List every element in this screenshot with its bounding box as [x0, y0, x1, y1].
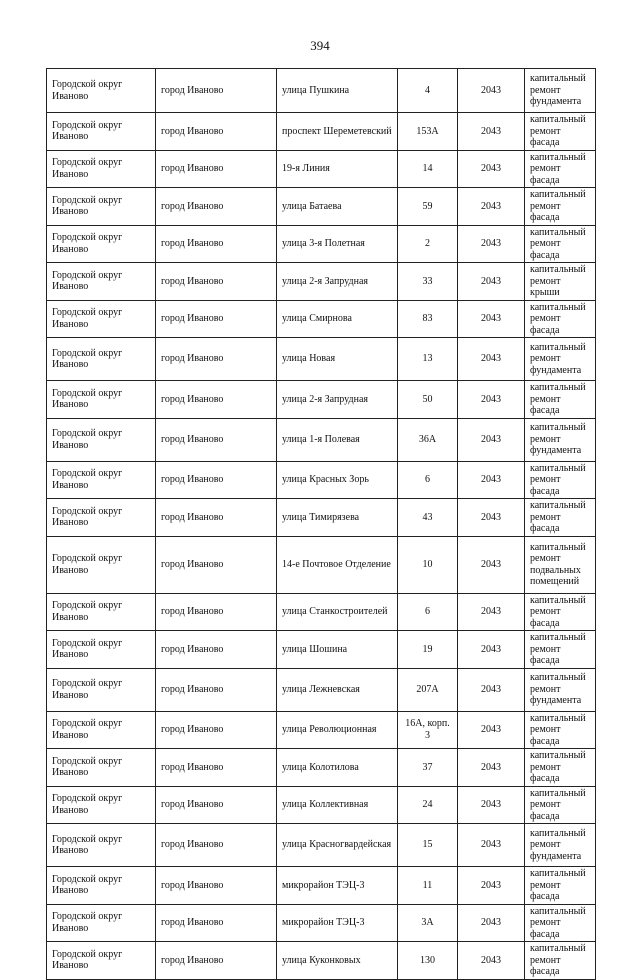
- street-cell: улица Пушкина: [277, 69, 398, 113]
- municipal-district-cell: Городской округ Иваново: [47, 631, 156, 669]
- year-cell: 2043: [458, 69, 525, 113]
- table-row: [47, 942, 596, 980]
- year-cell: 2043: [458, 263, 525, 301]
- municipal-district-cell: Городской округ Иваново: [47, 711, 156, 749]
- work-type-cell: капитальный ремонт фасада: [525, 225, 596, 263]
- house-number-cell: 207А: [398, 668, 458, 711]
- year-cell: 2043: [458, 536, 525, 593]
- municipal-district-cell: Городской округ Иваново: [47, 225, 156, 263]
- city-cell: город Иваново: [156, 225, 277, 263]
- year-cell: 2043: [458, 867, 525, 905]
- year-cell: 2043: [458, 499, 525, 537]
- municipal-district-cell: Городской округ Иваново: [47, 263, 156, 301]
- table-row: [47, 461, 596, 499]
- work-type-cell: капитальный ремонт фасада: [525, 749, 596, 787]
- house-number-cell: 14: [398, 150, 458, 188]
- work-type-cell: капитальный ремонт фасада: [525, 593, 596, 631]
- city-cell: город Иваново: [156, 711, 277, 749]
- street-cell: 14-е Почтовое Отделение: [277, 536, 398, 593]
- city-cell: город Иваново: [156, 113, 277, 151]
- page-number: 394: [310, 38, 330, 53]
- street-cell: улица 3-я Полетная: [277, 225, 398, 263]
- work-type-cell: капитальный ремонт крыши: [525, 263, 596, 301]
- city-cell: город Иваново: [156, 418, 277, 461]
- municipal-district-cell: Городской округ Иваново: [47, 499, 156, 537]
- city-cell: город Иваново: [156, 499, 277, 537]
- street-cell: улица Новая: [277, 338, 398, 381]
- house-number-cell: 15: [398, 824, 458, 867]
- table-row: [47, 593, 596, 631]
- city-cell: город Иваново: [156, 188, 277, 226]
- table-row: [47, 536, 596, 593]
- street-cell: микрорайон ТЭЦ-3: [277, 904, 398, 942]
- work-type-cell: капитальный ремонт фундамента: [525, 824, 596, 867]
- street-cell: улица 1-я Полевая: [277, 418, 398, 461]
- table-row: [47, 668, 596, 711]
- work-type-cell: капитальный ремонт фасада: [525, 904, 596, 942]
- year-cell: 2043: [458, 418, 525, 461]
- street-cell: улица Шошина: [277, 631, 398, 669]
- street-cell: улица Коллективная: [277, 786, 398, 824]
- city-cell: город Иваново: [156, 593, 277, 631]
- municipal-district-cell: Городской округ Иваново: [47, 461, 156, 499]
- work-type-cell: капитальный ремонт фундамента: [525, 69, 596, 113]
- city-cell: город Иваново: [156, 150, 277, 188]
- table-row: [47, 225, 596, 263]
- municipal-district-cell: Городской округ Иваново: [47, 188, 156, 226]
- house-number-cell: 37: [398, 749, 458, 787]
- work-type-cell: капитальный ремонт фасада: [525, 711, 596, 749]
- house-number-cell: 153А: [398, 113, 458, 151]
- house-number-cell: 13: [398, 338, 458, 381]
- street-cell: 19-я Линия: [277, 150, 398, 188]
- table-row: [47, 824, 596, 867]
- registry-table: [46, 68, 596, 980]
- work-type-cell: капитальный ремонт фасада: [525, 631, 596, 669]
- table-row: [47, 749, 596, 787]
- city-cell: город Иваново: [156, 749, 277, 787]
- municipal-district-cell: Городской округ Иваново: [47, 668, 156, 711]
- year-cell: 2043: [458, 824, 525, 867]
- municipal-district-cell: Городской округ Иваново: [47, 593, 156, 631]
- year-cell: 2043: [458, 188, 525, 226]
- year-cell: 2043: [458, 593, 525, 631]
- street-cell: проспект Шереметевский: [277, 113, 398, 151]
- house-number-cell: 130: [398, 942, 458, 980]
- house-number-cell: 2: [398, 225, 458, 263]
- municipal-district-cell: Городской округ Иваново: [47, 69, 156, 113]
- work-type-cell: капитальный ремонт фасада: [525, 461, 596, 499]
- year-cell: 2043: [458, 668, 525, 711]
- city-cell: город Иваново: [156, 69, 277, 113]
- street-cell: улица Станкостроителей: [277, 593, 398, 631]
- house-number-cell: 16А, корп. 3: [398, 711, 458, 749]
- street-cell: улица Красногвардейская: [277, 824, 398, 867]
- city-cell: город Иваново: [156, 300, 277, 338]
- table-row: [47, 499, 596, 537]
- municipal-district-cell: Городской округ Иваново: [47, 150, 156, 188]
- city-cell: город Иваново: [156, 381, 277, 419]
- city-cell: город Иваново: [156, 631, 277, 669]
- city-cell: город Иваново: [156, 824, 277, 867]
- street-cell: улица Колотилова: [277, 749, 398, 787]
- city-cell: город Иваново: [156, 786, 277, 824]
- street-cell: улица Куконковых: [277, 942, 398, 980]
- municipal-district-cell: Городской округ Иваново: [47, 338, 156, 381]
- table-row: [47, 263, 596, 301]
- street-cell: улица 2-я Запрудная: [277, 263, 398, 301]
- city-cell: город Иваново: [156, 536, 277, 593]
- table-row: [47, 69, 596, 113]
- table-row: [47, 381, 596, 419]
- table-row: [47, 711, 596, 749]
- street-cell: улица 2-я Запрудная: [277, 381, 398, 419]
- year-cell: 2043: [458, 150, 525, 188]
- street-cell: улица Батаева: [277, 188, 398, 226]
- work-type-cell: капитальный ремонт подвальных помещений: [525, 536, 596, 593]
- table-row: [47, 904, 596, 942]
- house-number-cell: 50: [398, 381, 458, 419]
- table-row: [47, 631, 596, 669]
- street-cell: микрорайон ТЭЦ-3: [277, 867, 398, 905]
- municipal-district-cell: Городской округ Иваново: [47, 381, 156, 419]
- municipal-district-cell: Городской округ Иваново: [47, 418, 156, 461]
- city-cell: город Иваново: [156, 263, 277, 301]
- year-cell: 2043: [458, 631, 525, 669]
- work-type-cell: капитальный ремонт фасада: [525, 113, 596, 151]
- house-number-cell: 33: [398, 263, 458, 301]
- city-cell: город Иваново: [156, 461, 277, 499]
- city-cell: город Иваново: [156, 867, 277, 905]
- table-row: [47, 338, 596, 381]
- municipal-district-cell: Городской округ Иваново: [47, 300, 156, 338]
- street-cell: улица Тимирязева: [277, 499, 398, 537]
- work-type-cell: капитальный ремонт фундамента: [525, 668, 596, 711]
- year-cell: 2043: [458, 711, 525, 749]
- city-cell: город Иваново: [156, 338, 277, 381]
- table-row: [47, 150, 596, 188]
- house-number-cell: 19: [398, 631, 458, 669]
- table-row: [47, 786, 596, 824]
- street-cell: улица Смирнова: [277, 300, 398, 338]
- municipal-district-cell: Городской округ Иваново: [47, 786, 156, 824]
- city-cell: город Иваново: [156, 904, 277, 942]
- work-type-cell: капитальный ремонт фундамента: [525, 418, 596, 461]
- house-number-cell: 11: [398, 867, 458, 905]
- year-cell: 2043: [458, 225, 525, 263]
- house-number-cell: 36А: [398, 418, 458, 461]
- municipal-district-cell: Городской округ Иваново: [47, 749, 156, 787]
- table-row: [47, 418, 596, 461]
- year-cell: 2043: [458, 749, 525, 787]
- year-cell: 2043: [458, 461, 525, 499]
- year-cell: 2043: [458, 338, 525, 381]
- municipal-district-cell: Городской округ Иваново: [47, 113, 156, 151]
- table-row: [47, 188, 596, 226]
- house-number-cell: 6: [398, 593, 458, 631]
- house-number-cell: 24: [398, 786, 458, 824]
- house-number-cell: 10: [398, 536, 458, 593]
- year-cell: 2043: [458, 113, 525, 151]
- registry-table-body: [47, 69, 596, 980]
- work-type-cell: капитальный ремонт фасада: [525, 188, 596, 226]
- house-number-cell: 59: [398, 188, 458, 226]
- year-cell: 2043: [458, 300, 525, 338]
- street-cell: улица Революционная: [277, 711, 398, 749]
- city-cell: город Иваново: [156, 668, 277, 711]
- municipal-district-cell: Городской округ Иваново: [47, 942, 156, 980]
- house-number-cell: 4: [398, 69, 458, 113]
- municipal-district-cell: Городской округ Иваново: [47, 904, 156, 942]
- table-row: [47, 300, 596, 338]
- work-type-cell: капитальный ремонт фасада: [525, 786, 596, 824]
- house-number-cell: 43: [398, 499, 458, 537]
- municipal-district-cell: Городской округ Иваново: [47, 867, 156, 905]
- year-cell: 2043: [458, 381, 525, 419]
- street-cell: улица Лежневская: [277, 668, 398, 711]
- year-cell: 2043: [458, 904, 525, 942]
- municipal-district-cell: Городской округ Иваново: [47, 536, 156, 593]
- year-cell: 2043: [458, 942, 525, 980]
- work-type-cell: капитальный ремонт фасада: [525, 867, 596, 905]
- municipal-district-cell: Городской округ Иваново: [47, 824, 156, 867]
- table-row: [47, 867, 596, 905]
- work-type-cell: капитальный ремонт фасада: [525, 499, 596, 537]
- work-type-cell: капитальный ремонт фасада: [525, 150, 596, 188]
- house-number-cell: 3А: [398, 904, 458, 942]
- work-type-cell: капитальный ремонт фасада: [525, 942, 596, 980]
- city-cell: город Иваново: [156, 942, 277, 980]
- work-type-cell: капитальный ремонт фасада: [525, 381, 596, 419]
- work-type-cell: капитальный ремонт фундамента: [525, 338, 596, 381]
- year-cell: 2043: [458, 786, 525, 824]
- work-type-cell: капитальный ремонт фасада: [525, 300, 596, 338]
- table-row: [47, 113, 596, 151]
- street-cell: улица Красных Зорь: [277, 461, 398, 499]
- house-number-cell: 83: [398, 300, 458, 338]
- house-number-cell: 6: [398, 461, 458, 499]
